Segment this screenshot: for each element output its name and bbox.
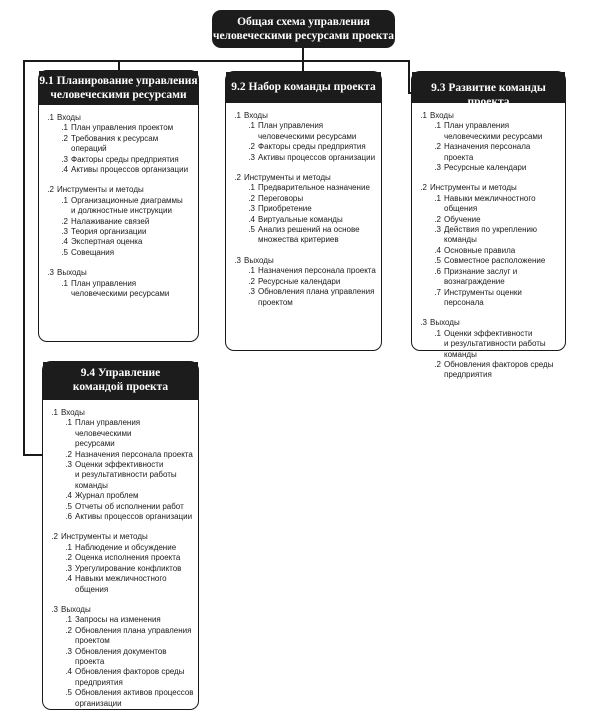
item-text: Обновления плана управления проектом: [75, 625, 192, 646]
item-number: .4: [65, 667, 72, 677]
list-item: [47, 491, 194, 501]
item-text: Переговоры: [258, 193, 304, 203]
section-label: Выходы: [61, 604, 91, 614]
item-number: .4: [434, 245, 441, 255]
root-title-line2: человеческими ресурсами проекта: [212, 30, 395, 42]
item-text: Виртуальные команды: [258, 214, 343, 224]
section-title: [43, 268, 194, 278]
section-label: Входы: [61, 408, 85, 417]
item-text: Факторы среды предприятия: [258, 142, 366, 152]
list-item: [47, 647, 194, 668]
section-инструменты-и-методы: [43, 185, 194, 258]
item-number: .2: [248, 276, 255, 286]
list-item: [47, 615, 194, 625]
item-number: .3: [65, 563, 72, 573]
item-text: Навыки межличностного общения: [75, 574, 167, 594]
section-инструменты-и-методы: [416, 183, 561, 308]
list-item: [47, 543, 194, 553]
item-text: Отчеты об исполнении работ: [75, 501, 184, 511]
item-number: .4: [65, 491, 72, 501]
process-box-9-4: [42, 361, 199, 710]
item-text: План управления проектом: [71, 123, 174, 133]
section-выходы: [43, 268, 194, 299]
item-text: Назначения персонала проекта: [258, 266, 376, 276]
item-text: Обновления документов проекта: [75, 646, 167, 666]
connector-arrow-9-4: [23, 454, 42, 456]
item-number: .2: [65, 625, 72, 635]
section-number: .3: [51, 604, 58, 614]
list-item: [43, 217, 194, 227]
process-title: [39, 71, 198, 105]
item-number: .5: [65, 688, 72, 698]
item-text: План управления человеческими ресурсами: [258, 121, 357, 141]
item-text: Налаживание связей: [71, 216, 150, 226]
item-number: .2: [65, 553, 72, 563]
process-body: [39, 105, 198, 300]
item-number: .3: [65, 460, 72, 470]
item-number: .1: [65, 418, 72, 428]
section-number: .1: [420, 111, 427, 120]
list-item: [43, 237, 194, 247]
item-text: Назначения персонала проекта: [444, 142, 531, 162]
list-item: [43, 155, 194, 165]
item-number: .1: [65, 542, 72, 552]
process-box-9-2: [225, 71, 382, 351]
item-number: .2: [248, 142, 255, 152]
item-number: .7: [434, 287, 441, 297]
connector-drop-9-1: [118, 60, 120, 70]
item-number: .3: [61, 154, 68, 164]
item-text: Действия по укреплению команды: [444, 225, 538, 245]
list-item: [230, 277, 377, 287]
item-number: .3: [248, 204, 255, 214]
item-number: .1: [61, 278, 68, 288]
item-text: Оценка исполнения проекта: [75, 553, 181, 563]
list-item: [230, 194, 377, 204]
list-item: [230, 153, 377, 163]
item-number: .6: [434, 266, 441, 276]
item-text: План управления человеческими ресурсами: [71, 278, 170, 299]
item-number: .1: [61, 123, 68, 133]
item-number: .4: [248, 214, 255, 224]
process-title-line1: 9.3 Развитие команды проекта: [431, 82, 546, 108]
connector-vertical-9-3: [408, 60, 410, 93]
list-item: [43, 248, 194, 258]
item-number: .6: [65, 512, 72, 522]
process-body: [412, 103, 565, 381]
process-title-line2: человеческими ресурсами: [50, 88, 187, 101]
item-number: .1: [434, 121, 441, 131]
item-number: .2: [434, 142, 441, 152]
item-number: .4: [65, 574, 72, 584]
list-item: [47, 626, 194, 647]
list-item: [416, 267, 561, 288]
connector-horizontal-bus: [23, 60, 409, 62]
item-text: План управления человеческими ресурсами: [444, 121, 543, 141]
list-item: [416, 163, 561, 173]
section-label: Инструменты и методы: [244, 173, 331, 183]
section-title: [416, 183, 561, 193]
item-text: Факторы среды предприятия: [71, 154, 179, 164]
section-title: [47, 408, 194, 418]
section-number: .2: [234, 173, 241, 183]
item-text: Оценки эффективности и результативности работы команды: [444, 328, 546, 359]
section-number: .2: [420, 183, 427, 193]
item-number: .1: [248, 121, 255, 131]
process-title-line2: командой проекта: [72, 380, 169, 393]
list-item: [416, 194, 561, 215]
item-text: Урегулирование конфликтов: [75, 563, 182, 573]
section-label: Входы: [430, 111, 454, 120]
item-number: .5: [65, 501, 72, 511]
item-text: Совместное расположение: [444, 256, 546, 266]
connector-drop-9-2: [302, 60, 304, 71]
list-item: [47, 553, 194, 563]
process-title-line1: 9.4 Управление: [80, 367, 161, 379]
list-item: [47, 667, 194, 688]
list-item: [230, 287, 377, 308]
item-text: Экспертная оценка: [71, 237, 143, 247]
list-item: [416, 246, 561, 256]
item-number: .5: [61, 247, 68, 257]
list-item: [230, 121, 377, 142]
section-number: .3: [47, 268, 54, 278]
connector-left-vertical: [23, 60, 25, 455]
process-box-9-1: [38, 70, 199, 342]
list-item: [416, 142, 561, 163]
item-text: Приобретение: [258, 204, 312, 214]
item-text: Назначения персонала проекта: [75, 449, 193, 459]
section-label: Инструменты и методы: [61, 532, 148, 542]
list-item: [416, 329, 561, 360]
root-title-box: [212, 10, 395, 48]
item-text: Активы процессов организации: [71, 165, 189, 175]
item-number: .1: [61, 195, 68, 205]
list-item: [43, 134, 194, 155]
item-text: Требования к ресурсам операций: [71, 133, 159, 154]
list-item: [230, 142, 377, 152]
item-text: Признание заслуг и вознаграждение: [444, 266, 518, 287]
process-title: [226, 72, 381, 103]
item-text: Обновления плана управления проектом: [258, 287, 375, 307]
item-number: .3: [61, 227, 68, 237]
list-item: [416, 225, 561, 246]
list-item: [43, 227, 194, 237]
item-number: .5: [434, 256, 441, 266]
list-item: [416, 360, 561, 381]
process-title-line1: 9.1 Планирование управления: [39, 75, 198, 87]
section-number: .1: [47, 113, 54, 122]
section-label: Входы: [244, 111, 268, 120]
section-number: .2: [47, 185, 54, 195]
list-item: [230, 225, 377, 246]
section-входы: [416, 111, 561, 173]
list-item: [416, 288, 561, 309]
list-item: [416, 121, 561, 142]
item-text: Ресурсные календари: [444, 163, 527, 173]
section-title: [230, 256, 377, 266]
item-number: .3: [65, 646, 72, 656]
item-number: .3: [248, 152, 255, 162]
item-text: Инструменты оценки персонала: [444, 287, 522, 307]
list-item: [230, 183, 377, 193]
process-body: [43, 400, 198, 709]
section-label: Выходы: [57, 268, 87, 278]
item-text: План управления человеческими ресурсами: [75, 418, 141, 449]
section-label: Инструменты и методы: [430, 183, 517, 193]
item-text: Наблюдение и обсуждение: [75, 542, 177, 552]
item-text: Оценки эффективности и результативности работы команды: [75, 460, 177, 490]
item-text: Основные правила: [444, 245, 516, 255]
item-number: .3: [434, 225, 441, 235]
list-item: [43, 165, 194, 175]
item-text: Ресурсные календари: [258, 276, 341, 286]
list-item: [47, 512, 194, 522]
section-входы: [47, 408, 194, 522]
item-text: Совещания: [71, 247, 115, 257]
section-инструменты-и-методы: [230, 173, 377, 246]
section-title: [230, 111, 377, 121]
section-number: .3: [234, 255, 241, 265]
item-text: Навыки межличностного общения: [444, 193, 536, 214]
process-body: [226, 103, 381, 308]
section-label: Выходы: [430, 318, 460, 328]
item-text: Организационные диаграммы и должностные инструкции: [71, 195, 183, 216]
item-text: Запросы на изменения: [75, 615, 161, 625]
list-item: [47, 574, 194, 595]
root-title-line1: Общая схема управления: [237, 16, 370, 28]
item-number: .1: [248, 183, 255, 193]
section-label: Инструменты и методы: [57, 185, 144, 195]
item-number: .1: [65, 615, 72, 625]
section-label: Входы: [57, 113, 81, 122]
section-label: Выходы: [244, 255, 274, 265]
list-item: [43, 279, 194, 300]
section-входы: [43, 113, 194, 175]
list-item: [43, 196, 194, 217]
item-number: .4: [61, 237, 68, 247]
list-item: [47, 688, 194, 709]
section-выходы: [47, 605, 194, 709]
list-item: [43, 123, 194, 133]
item-text: Анализ решений на основе множества критериев: [258, 225, 360, 245]
section-title: [230, 173, 377, 183]
section-number: .2: [51, 532, 58, 542]
section-выходы: [230, 256, 377, 308]
section-выходы: [416, 318, 561, 380]
list-item: [230, 215, 377, 225]
item-text: Журнал проблем: [75, 491, 139, 501]
list-item: [47, 418, 194, 449]
list-item: [230, 266, 377, 276]
item-number: .1: [434, 193, 441, 203]
section-title: [43, 185, 194, 195]
section-title: [43, 113, 194, 123]
item-text: Активы процессов организации: [258, 152, 376, 162]
item-number: .4: [61, 165, 68, 175]
item-text: Обучение: [444, 214, 481, 224]
section-title: [416, 318, 561, 328]
item-number: .2: [434, 359, 441, 369]
item-number: .1: [248, 266, 255, 276]
item-number: .2: [434, 214, 441, 224]
list-item: [230, 204, 377, 214]
section-number: .1: [234, 111, 241, 120]
section-number: .1: [51, 408, 58, 417]
item-number: .5: [248, 225, 255, 235]
item-number: .3: [248, 287, 255, 297]
list-item: [416, 256, 561, 266]
section-number: .3: [420, 318, 427, 328]
section-входы: [230, 111, 377, 163]
item-number: .2: [65, 449, 72, 459]
item-number: .2: [61, 133, 68, 143]
process-title-line1: 9.2 Набор команды проекта: [231, 81, 376, 93]
item-text: Теория организации: [71, 227, 147, 237]
list-item: [416, 215, 561, 225]
process-title: [412, 72, 565, 108]
process-box-9-3: [411, 71, 566, 380]
item-text: Обновления факторов среды предприятия: [444, 359, 554, 380]
section-инструменты-и-методы: [47, 532, 194, 594]
process-title: [43, 362, 198, 400]
list-item: [47, 564, 194, 574]
list-item: [47, 460, 194, 491]
item-text: Предварительное назначение: [258, 183, 370, 193]
list-item: [47, 502, 194, 512]
item-text: Обновления факторов среды предприятия: [75, 667, 185, 687]
list-item: [47, 450, 194, 460]
item-text: Активы процессов организации: [75, 512, 193, 522]
section-title: [47, 605, 194, 615]
section-title: [416, 111, 561, 121]
item-number: .3: [434, 163, 441, 173]
item-number: .2: [248, 193, 255, 203]
item-number: .2: [61, 216, 68, 226]
item-number: .1: [434, 328, 441, 338]
section-title: [47, 532, 194, 542]
item-text: Обновления активов процессов организации: [75, 688, 194, 708]
